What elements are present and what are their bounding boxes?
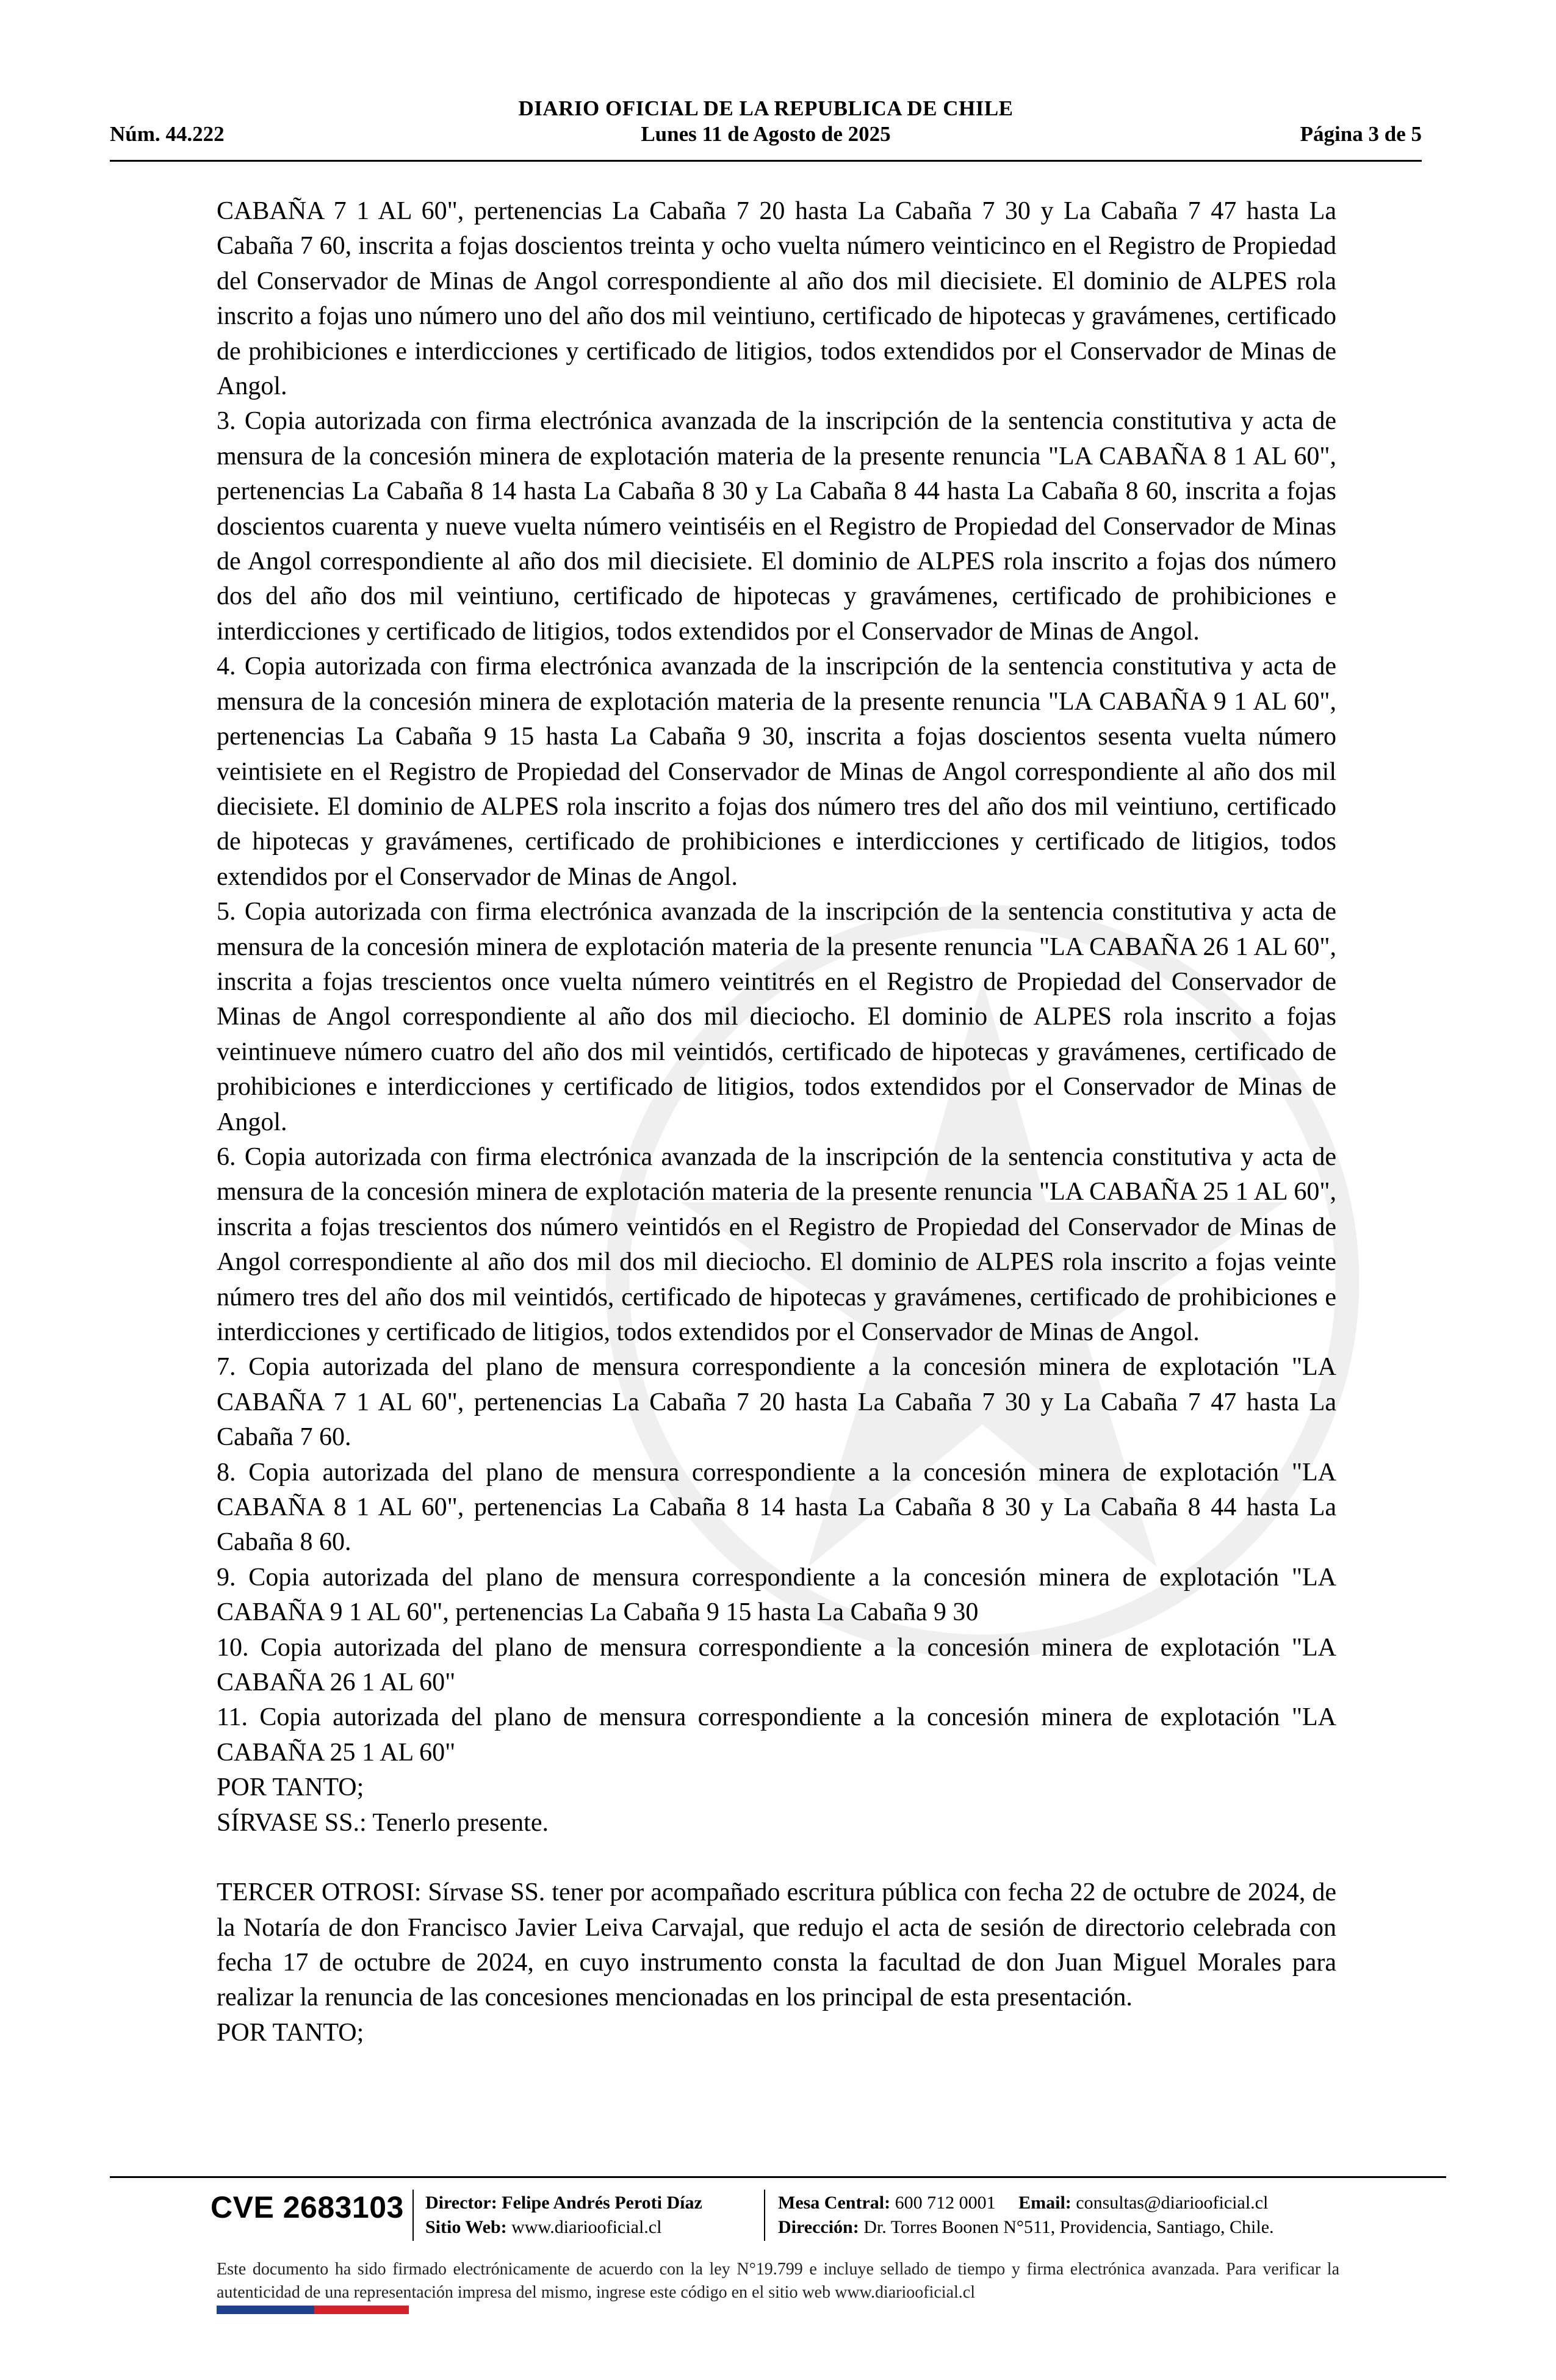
paragraph: 7. Copia autorizada del plano de mensura correspondiente a la concesión minera de explotación "LA CABAÑA 7 1 AL 60", pertenencias La Cabaña 7 20 hasta La Cabaña 7 30 y La Cabaña 7 47 hasta La Cabaña 7 60.: [217, 1353, 1336, 1452]
paragraph: 6. Copia autorizada con firma electrónica avanzada de la inscripción de la sentencia constitutiva y acta de mensura de la concesión minera de explotación materia de la presente renuncia "LA CABAÑA 25 1 AL 60", inscrita a fojas trescientos dos número veintidós en el Registro de Propiedad del Conservador de Minas de Angol correspondiente al año dos mil dos mil dieciocho. El dominio de ALPES rola inscrito a fojas veinte número tres del año dos mil veintidós, certificado de hipotecas y gravámenes, certificado de prohibiciones e interdicciones y certificado de litigios, todos extendidos por el Conservador de Minas de Angol.: [217, 1142, 1336, 1346]
paragraph: TERCER OTROSI: Sírvase SS. tener por acompañado escritura pública con fecha 22 de octubre de 2024, de la Notaría de don Francisco Javier Leiva Carvajal, que redujo el acta de sesión de directorio celebrada con fecha 17 de octubre de 2024, en cuyo instrumento consta la facultad de don Juan Miguel Morales para realizar la renuncia de las concesiones mencionadas en los principal de esta presentación.: [217, 1878, 1336, 2012]
paragraph: POR TANTO;: [217, 1773, 364, 1802]
flag-stripe-blue: [217, 2306, 314, 2314]
address-label: Dirección:: [778, 2217, 859, 2237]
website-line: [425, 2215, 702, 2240]
paragraph: 8. Copia autorizada del plano de mensura correspondiente a la concesión minera de explotación "LA CABAÑA 8 1 AL 60", pertenencias La Cabaña 8 14 hasta La Cabaña 8 30 y La Cabaña 8 44 hasta La Cabaña 8 60.: [217, 1458, 1336, 1557]
paragraph: 5. Copia autorizada con firma electrónica avanzada de la inscripción de la sentencia constitutiva y acta de mensura de la concesión minera de explotación materia de la presente renuncia "LA CABAÑA 26 1 AL 60", inscrita a fojas trescientos once vuelta número veintitrés en el Registro de Propiedad del Conservador de Minas de Angol correspondiente al año dos mil dieciocho. El dominio de ALPES rola inscrito a fojas veintinueve número cuatro del año dos mil veintidós, certificado de hipotecas y gravámenes, certificado de prohibiciones e interdicciones y certificado de litigios, todos extendidos por el Conservador de Minas de Angol.: [217, 898, 1336, 1136]
footer-separator: [764, 2190, 765, 2241]
paragraph-gap: [217, 1841, 1336, 1875]
address-line: [778, 2215, 1274, 2240]
website-label: Sitio Web:: [425, 2217, 507, 2237]
issue-number: Núm. 44.222: [110, 122, 225, 146]
publication-title: DIARIO OFICIAL DE LA REPUBLICA DE CHILE: [518, 96, 1014, 120]
paragraph: 4. Copia autorizada con firma electrónica avanzada de la inscripción de la sentencia constitutiva y acta de mensura de la concesión minera de explotación materia de la presente renuncia "LA CABAÑA 9 1 AL 60", pertenencias La Cabaña 9 15 hasta La Cabaña 9 30, inscrita a fojas doscientos sesenta vuelta número veintisiete en el Registro de Propiedad del Conservador de Minas de Angol correspondiente al año dos mil diecisiete. El dominio de ALPES rola inscrito a fojas dos número tres del año dos mil veintiuno, certificado de hipotecas y gravámenes, certificado de prohibiciones e interdicciones y certificado de litigios, todos extendidos por el Conservador de Minas de Angol.: [217, 652, 1336, 891]
page-indicator: Página 3 de 5: [1300, 122, 1422, 146]
paragraph: 9. Copia autorizada del plano de mensura correspondiente a la concesión minera de explotación "LA CABAÑA 9 1 AL 60", pertenencias La Cabaña 9 15 hasta La Cabaña 9 30: [217, 1563, 1336, 1627]
legal-notice: Este documento ha sido firmado electrónicamente de acuerdo con la ley N°19.799 e incluye sellado de tiempo y firma electrónica avanzada. Para verificar la autenticidad de una representación impresa del mismo, ingrese este código en el sitio web www.diariooficial.cl: [217, 2260, 1339, 2302]
contact-line: [778, 2191, 1274, 2215]
email-link[interactable]: consultas@diariooficial.cl: [1076, 2193, 1269, 2213]
paragraph: 11. Copia autorizada del plano de mensura correspondiente a la concesión minera de explotación "LA CABAÑA 25 1 AL 60": [217, 1703, 1336, 1767]
director-name: Felipe Andrés Peroti Díaz: [502, 2193, 702, 2213]
page-header: [110, 92, 1422, 162]
footer-separator: [412, 2190, 414, 2241]
director-line: [425, 2191, 702, 2215]
footer-director-block: [425, 2191, 702, 2240]
document-body: [217, 194, 1336, 2050]
mesa-label: Mesa Central:: [778, 2193, 891, 2213]
address-value: Dr. Torres Boonen N°511, Providencia, Santiago, Chile.: [863, 2217, 1274, 2237]
issue-date: Lunes 11 de Agosto de 2025: [641, 122, 891, 146]
flag-stripe-red: [314, 2306, 409, 2314]
cve-code: CVE 2683103: [211, 2190, 404, 2224]
paragraph: 3. Copia autorizada con firma electrónica avanzada de la inscripción de la sentencia constitutiva y acta de mensura de la concesión minera de explotación materia de la presente renuncia "LA CABAÑA 8 1 AL 60", pertenencias La Cabaña 8 14 hasta La Cabaña 8 30 y La Cabaña 8 44 hasta La Cabaña 8 60, inscrita a fojas doscientos cuarenta y nueve vuelta número veintiséis en el Registro de Propiedad del Conservador de Minas de Angol correspondiente al año dos mil diecisiete. El dominio de ALPES rola inscrito a fojas dos número dos del año dos mil veintiuno, certificado de hipotecas y gravámenes, certificado de prohibiciones e interdicciones y certificado de litigios, todos extendidos por el Conservador de Minas de Angol.: [217, 407, 1336, 646]
email-label: Email:: [1018, 2193, 1072, 2213]
director-label: Director:: [425, 2193, 497, 2213]
paragraph: 10. Copia autorizada del plano de mensura correspondiente a la concesión minera de explotación "LA CABAÑA 26 1 AL 60": [217, 1633, 1336, 1697]
footer-divider: [110, 2176, 1446, 2178]
paragraph: POR TANTO;: [217, 2018, 364, 2047]
paragraph: CABAÑA 7 1 AL 60", pertenencias La Cabaña 7 20 hasta La Cabaña 7 30 y La Cabaña 7 47 hasta La Cabaña 7 60, inscrita a fojas doscientos treinta y ocho vuelta número veinticinco en el Registro de Propiedad del Conservador de Minas de Angol correspondiente al año dos mil diecisiete. El dominio de ALPES rola inscrito a fojas uno número uno del año dos mil veintiuno, certificado de hipotecas y gravámenes, certificado de prohibiciones e interdicciones y certificado de litigios, todos extendidos por el Conservador de Minas de Angol.: [217, 197, 1336, 401]
paragraph: SÍRVASE SS.: Tenerlo presente.: [217, 1808, 549, 1837]
mesa-phone: 600 712 0001: [895, 2193, 996, 2213]
header-row: [110, 122, 1422, 153]
footer-contact-block: [778, 2191, 1274, 2240]
website-link[interactable]: www.diariooficial.cl: [511, 2217, 662, 2237]
